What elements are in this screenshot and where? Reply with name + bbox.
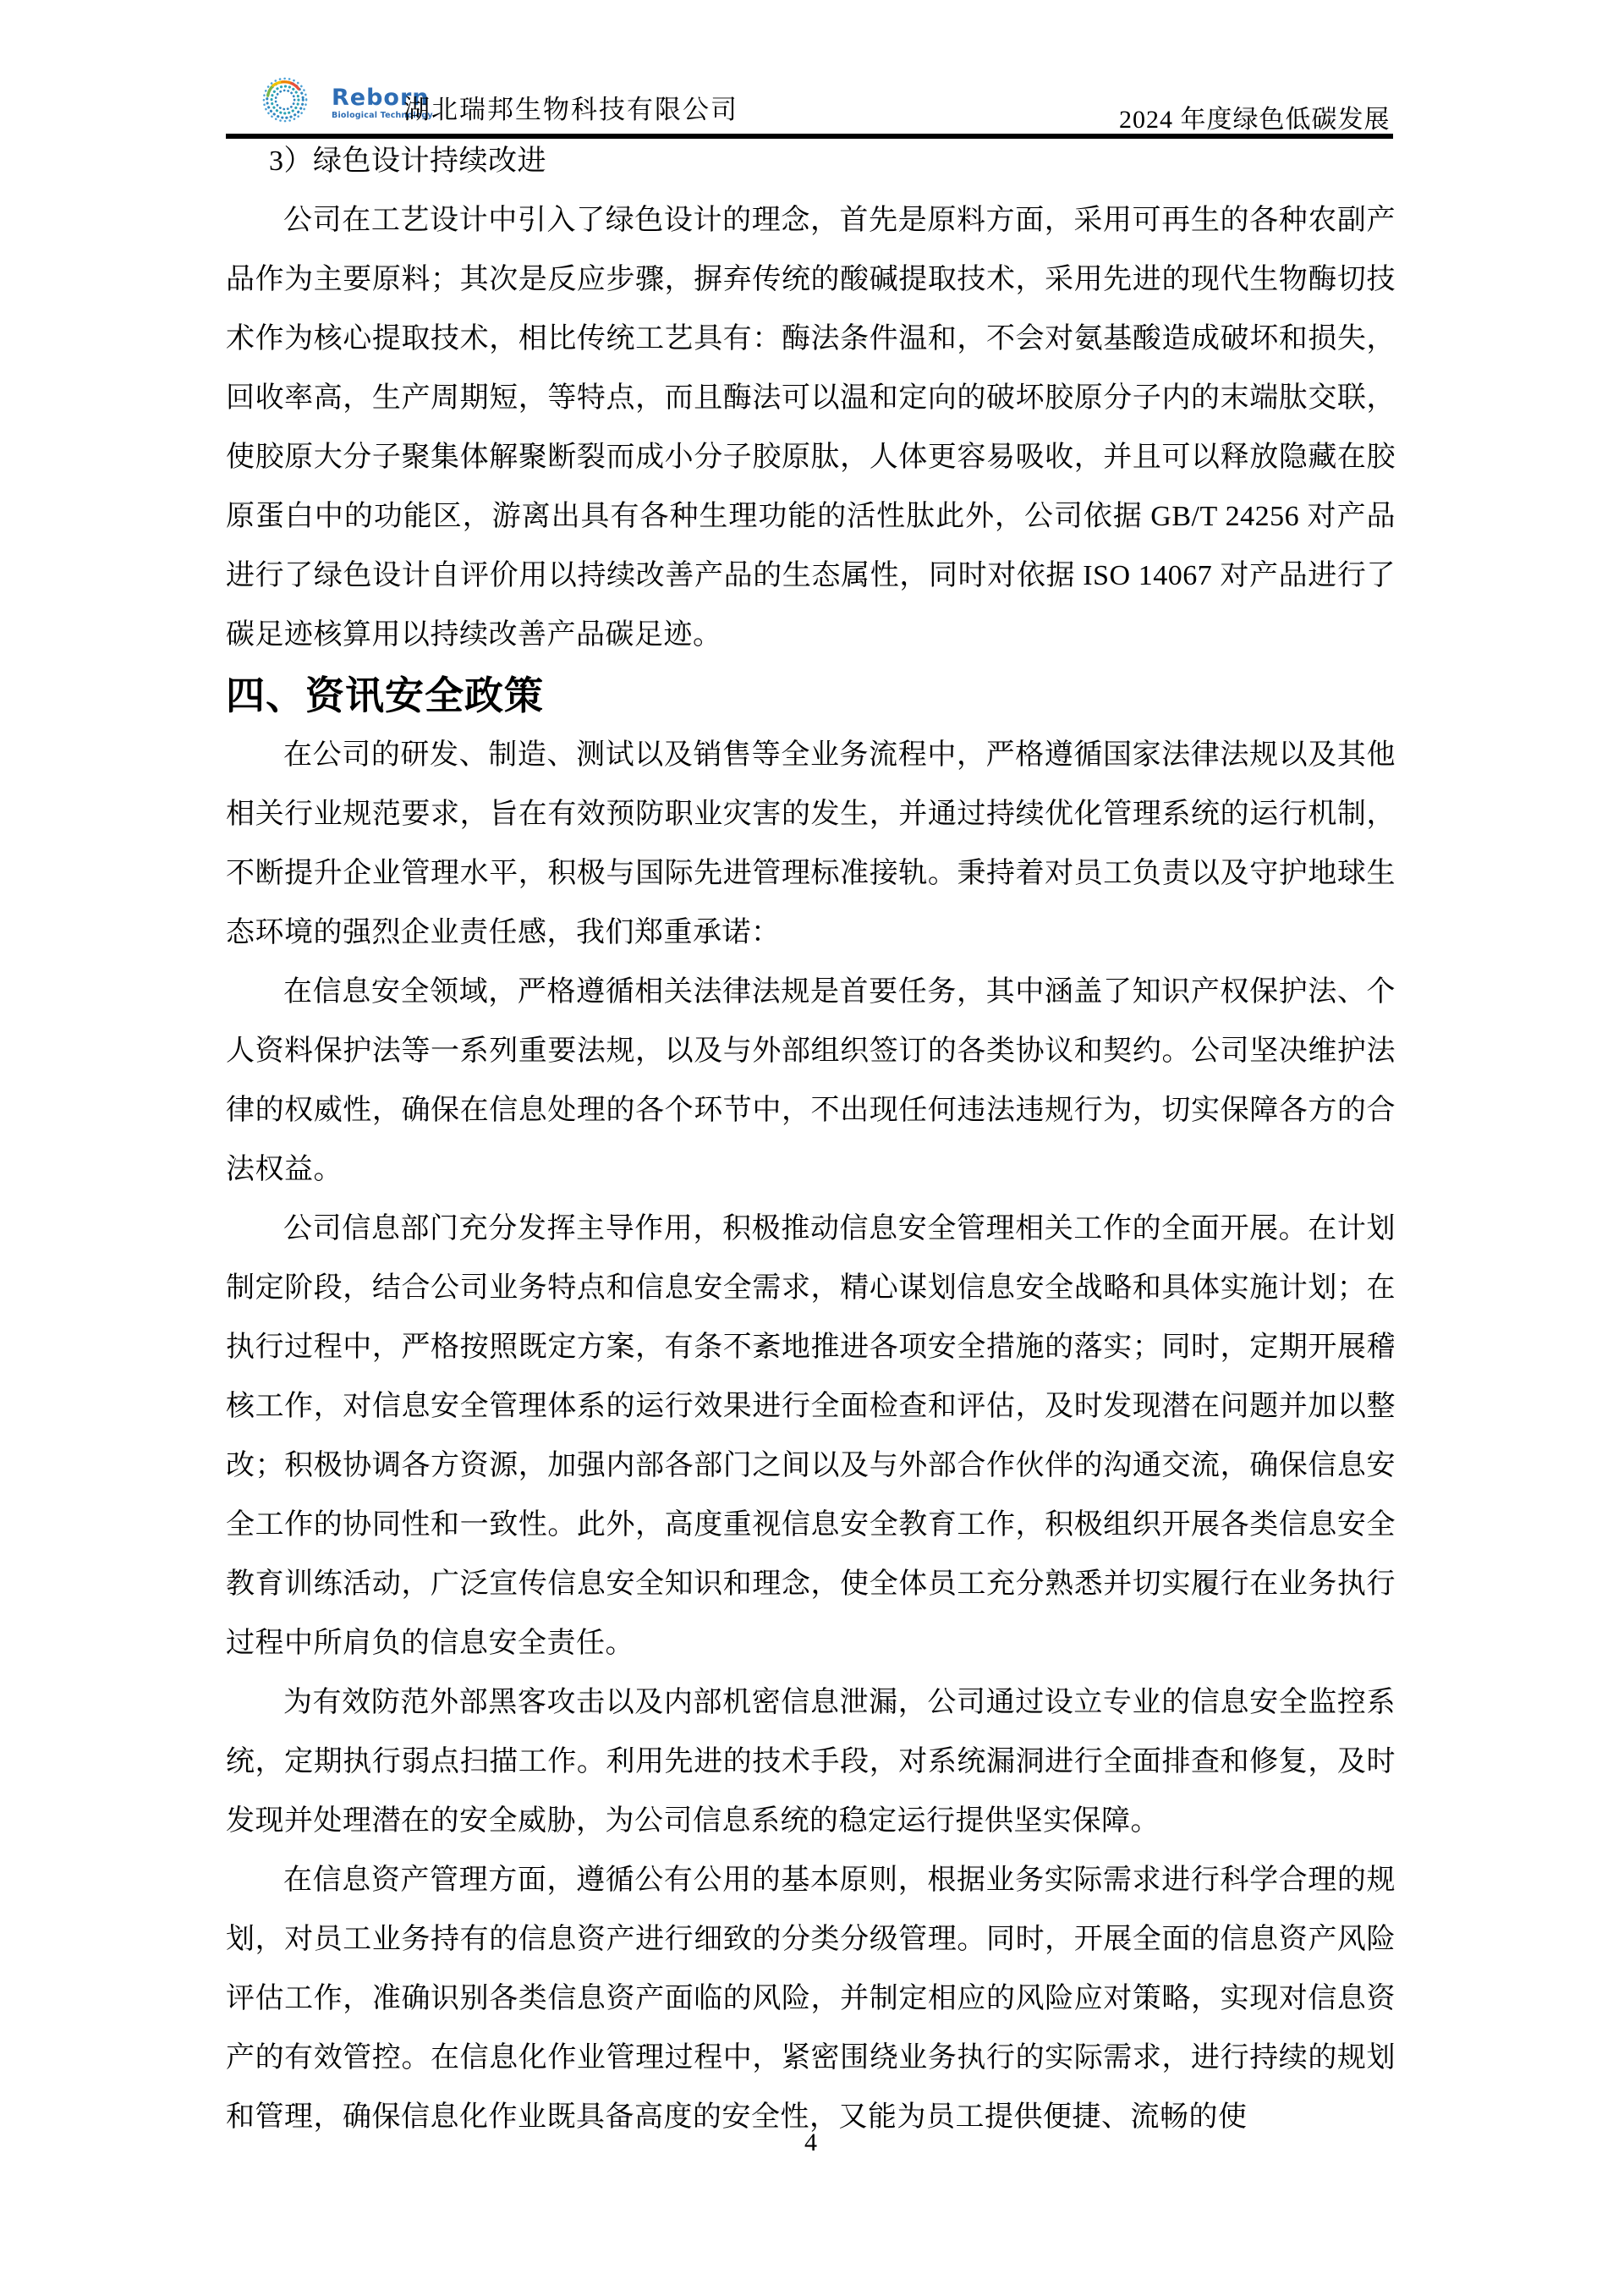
paragraph-green-design: 公司在工艺设计中引入了绿色设计的理念，首先是原料方面，采用可再生的各种农副产品作为主要原料；其次是反应步骤，摒弃传统的酸碱提取技术，采用先进的现代生物酶切技术作为核心提取技术，相比传统工艺具有：酶法条件温和，不会对氨基酸造成破坏和损失，回收率高，生产周期短，等特点，而且酶法可以温和定向的破坏胶原分子内的末端肽交联，使胶原大分子聚集体解聚断裂而成小分子胶原肽，人体更容易吸收，并且可以释放隐藏在胶原蛋白中的功能区，游离出具有各种生理功能的活性肽此外，公司依据 GB/T 24256 对产品进行了绿色设计自评价用以持续改善产品的生态属性，同时对依据 ISO 14067 对产品进行了碳足迹核算用以持续改善产品碳足迹。 <box>226 205 1396 651</box>
rainbow-arc-red <box>292 83 299 88</box>
paragraph-asset-management: 在信息资产管理方面，遵循公有公用的基本原则，根据业务实际需求进行科学合理的规划，对员工业务持有的信息资产进行细致的分类分级管理。同时，开展全面的信息资产风险评估工作，准确识别各类信息资产面临的风险，并制定相应的风险应对策略，实现对信息资产的有效管控。在信息化作业管理过程中，紧密围绕业务执行的实际需求，进行持续的规划和管理，确保信息化作业既具备高度的安全性，又能为员工提供便捷、流畅的使 <box>226 1865 1396 2133</box>
logo-swirl-icon <box>261 74 310 125</box>
paragraph-security-monitoring: 为有效防范外部黑客攻击以及内部机密信息泄漏，公司通过设立专业的信息安全监控系统，定期执行弱点扫描工作。利用先进的技术手段，对系统漏洞进行全面排查和修复，及时发现并处理潜在的安全威胁，为公司信息系统的稳定运行提供坚实保障。 <box>226 1687 1396 1837</box>
paragraph-policy-intro: 在公司的研发、制造、测试以及销售等全业务流程中，严格遵循国家法律法规以及其他相关行业规范要求，旨在有效预防职业灾害的发生，并通过持续优化管理系统的运行机制，不断提升企业管理水平，积极与国际先进管理标准接轨。秉持着对员工负责以及守护地球生态环境的强烈企业责任感，我们郑重承诺： <box>226 739 1396 948</box>
swirl-outer-ring <box>264 79 306 121</box>
header-doc-title: 2024 年度绿色低碳发展 <box>1119 106 1391 134</box>
paragraph-it-department: 公司信息部门充分发挥主导作用，积极推动信息安全管理相关工作的全面开展。在计划制定阶段，结合公司业务特点和信息安全需求，精心谋划信息安全战略和具体实施计划；在执行过程中，严格按照既定方案，有条不紊地推进各项安全措施的落实；同时，定期开展稽核工作，对信息安全管理体系的运行效果进行全面检查和评估，及时发现潜在问题并加以整改；积极协调各方资源，加强内部各部门之间以及与外部合作伙伴的沟通交流，确保信息安全工作的协同性和一致性。此外，高度重视信息安全教育工作，积极组织开展各类信息安全教育训练活动，广泛宣传信息安全知识和理念，使全体员工充分熟悉并切实履行在业务执行过程中所肩负的信息安全责任。 <box>226 1213 1396 1659</box>
subsection-heading-green-design: 3）绿色设计持续改进 <box>269 146 546 177</box>
page-body <box>226 132 1396 2147</box>
rainbow-arc-orange <box>283 82 292 84</box>
swirl-inner-ring <box>276 91 294 109</box>
page-number: 4 <box>804 2128 817 2156</box>
company-name: 湖北瑞邦生物科技有限公司 <box>403 95 738 124</box>
logo-brand-subtitle: Biological Technology <box>332 111 433 120</box>
logo-brand-name: Reborn <box>332 85 430 111</box>
paragraph-legal-compliance: 在信息安全领域，严格遵循相关法律法规是首要任务，其中涵盖了知识产权保护法、个人资料保护法等一系列重要法规，以及与外部组织签订的各类协议和契约。公司坚决维护法律的权威性，确保在信息处理的各个环节中，不出现任何违法违规行为，切实保障各方的合法权益。 <box>226 976 1396 1185</box>
section-heading-info-security: 四、资讯安全政策 <box>226 673 544 717</box>
rainbow-arc-yellow <box>273 82 283 85</box>
